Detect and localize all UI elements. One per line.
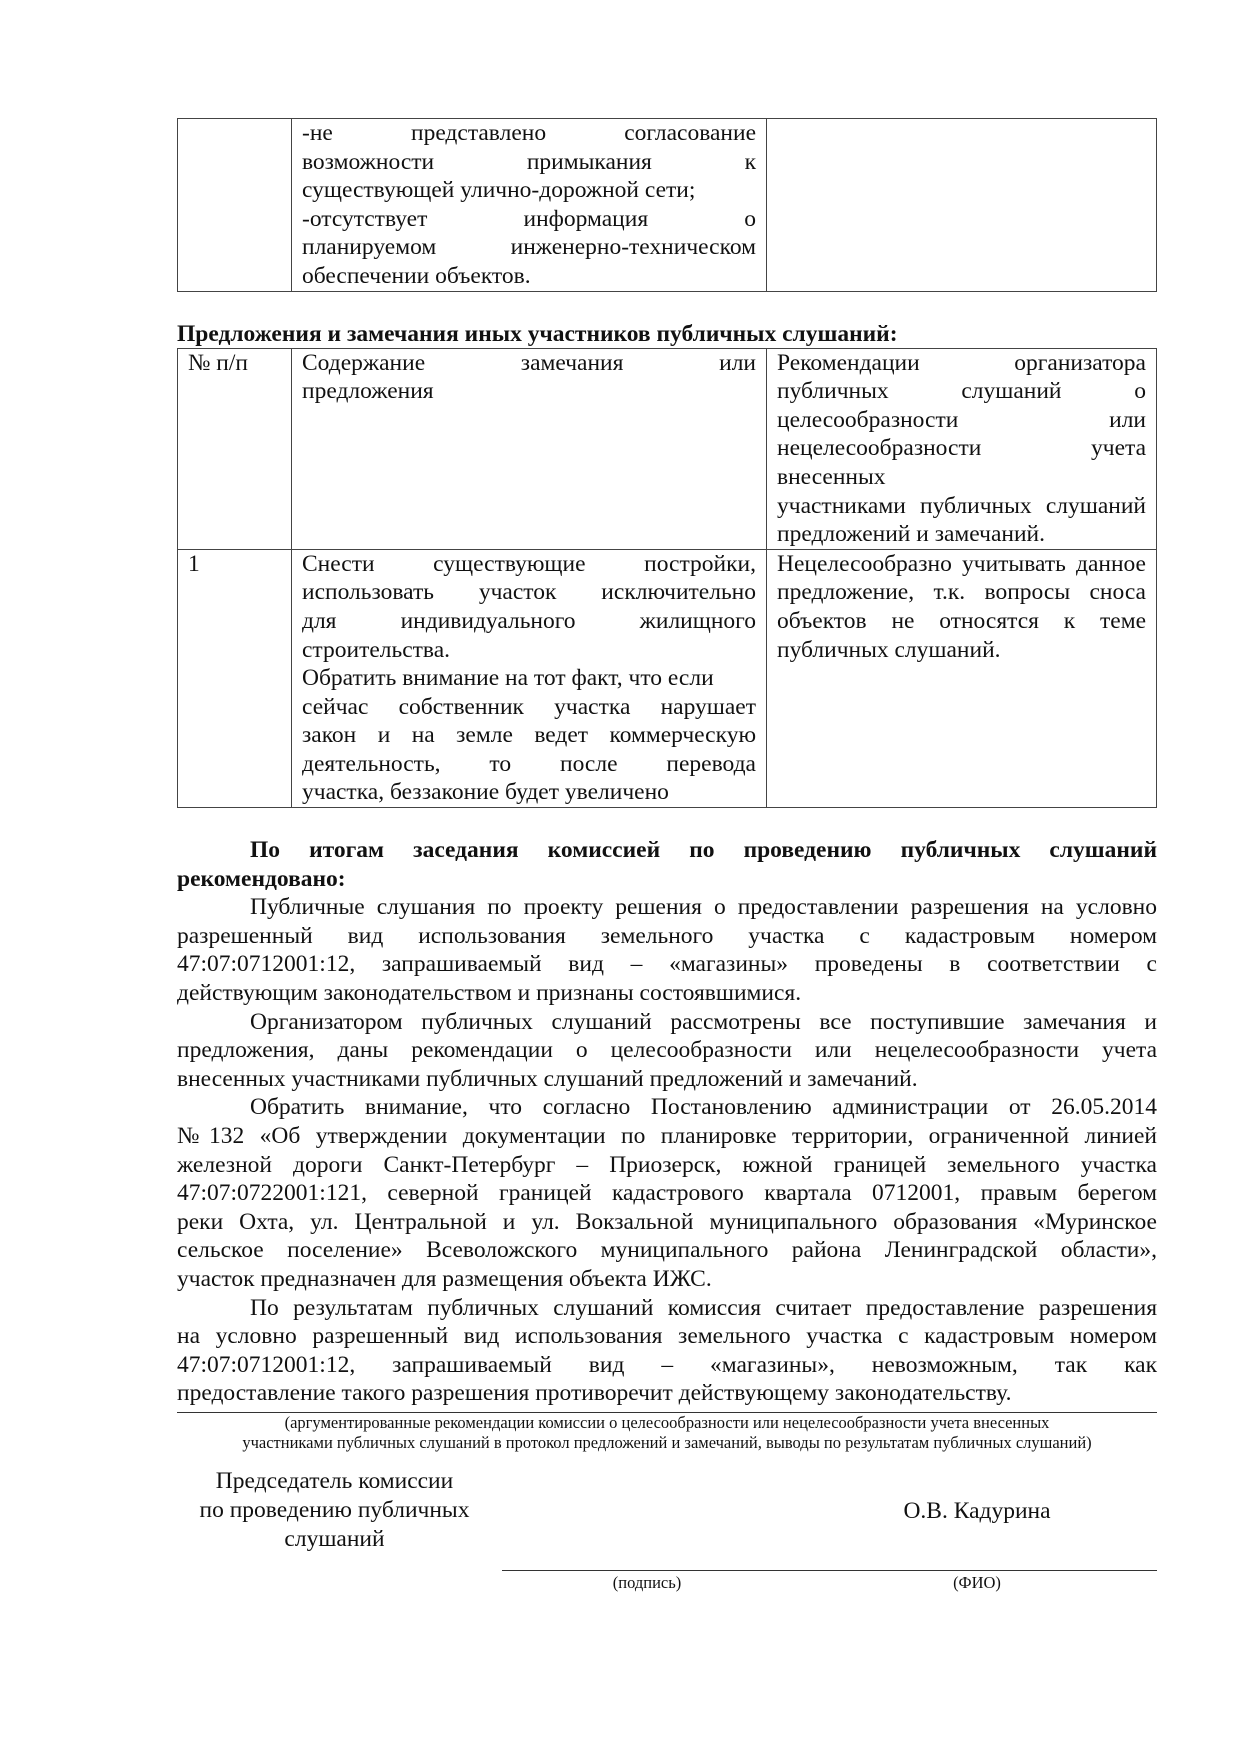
recommendation-cell — [767, 119, 1157, 292]
table-row — [178, 119, 1157, 292]
conclusion-paragraph: Организатором публичных слушаний рассмотрены все поступившие замечания и предложения, даны рекомендации о целесообразности или нецелесообразности учета внесенных участниками публичных слушаний предложений и замечаний. — [177, 1008, 1157, 1092]
text-line: возможности примыкания к — [302, 148, 756, 175]
document-page — [177, 118, 1157, 1592]
text-line: планируемом инженерно-техническом — [302, 234, 756, 261]
text-line: -не представлено согласование — [302, 120, 756, 146]
header-num: № п/п — [178, 348, 292, 549]
continuation-table — [177, 118, 1157, 292]
text-line: -отсутствует информация о — [302, 205, 756, 232]
header-content: Содержание замечания или предложения — [292, 348, 767, 549]
text-line: обеспечении объектов. — [302, 262, 531, 289]
signatory-role: Председатель комиссии по проведению публичных слушаний — [199, 1467, 470, 1552]
conclusion-paragraph: По результатам публичных слушаний комиссия считает предоставление разрешения на условно разрешенный вид использования земельного участка с кадастровым номером 47:07:0712001:12, запрашиваемый вид – «магазины», невозможным, так как предоставление такого разрешения противоречит действующему законодательству. — [177, 1294, 1157, 1407]
signature-caption: (подпись) — [612, 1572, 682, 1592]
signature-line — [502, 1570, 1157, 1571]
section-title: Предложения и замечания иных участников публичных слушаний: — [177, 320, 898, 347]
row-recommendation: Нецелесообразно учитывать данное предложение, т.к. вопросы сноса объектов не относятся к теме публичных слушаний. — [767, 549, 1157, 807]
table-header-row — [178, 348, 1157, 549]
text-line: существующей улично-дорожной сети; — [302, 177, 696, 204]
signature-block — [177, 1467, 1157, 1592]
num-cell — [178, 119, 292, 292]
row-content: Снести существующие постройки, использовать участок исключительно для индивидуального жилищного строительства. Обратить внимание на тот факт, что если сейчас собственник участка нарушает закон и на земле ведет коммерческую деятельность, то после перевода участка, беззаконие будет увеличено — [292, 549, 767, 807]
fio-caption: (ФИО) — [953, 1572, 1001, 1592]
content-cell — [292, 119, 767, 292]
proposals-table — [177, 348, 1157, 809]
signatory-name: О.В. Кадурина — [903, 1497, 1051, 1524]
conclusion-paragraph: Публичные слушания по проекту решения о предоставлении разрешения на условно разрешенный вид использования земельного участка с кадастровым номером 47:07:0712001:12, запрашиваемый вид – «магазины» проведены в соответствии с действующим законодательством и признаны состоявшимися. — [177, 894, 1157, 1007]
table-row — [178, 549, 1157, 807]
conclusion-heading: По итогам заседания комиссией по проведению публичных слушаний рекомендовано: — [177, 837, 1157, 892]
footnote: (аргументированные рекомендации комиссии о целесообразности или нецелесообразности учета внесенных участниками публичных слушаний в протокол предложений и замечаний, выводы по результатам публичных слушаний) — [242, 1412, 1092, 1452]
conclusion-paragraph: Обратить внимание, что согласно Постановлению администрации от 26.05.2014 №132 «Об утверждении документации по планировке территории, ограниченной линией железной дороги Санкт-Петербург – Приозерск, южной границей земельного участка 47:07:0722001:121, северной границей кадастрового квартала 0712001, правым берегом реки Охта, ул. Центральной и ул. Вокзальной муниципального образования «Муринское сельское поселение» Всеволожского муниципального района Ленинградской области», участок предназначен для размещения объекта ИЖС. — [177, 1094, 1157, 1292]
header-recommendation: Рекомендации организатора публичных слушаний о целесообразности или нецелесообразности учета внесенных участниками публичных слушаний предложений и замечаний. — [767, 348, 1157, 549]
row-num: 1 — [178, 549, 292, 807]
